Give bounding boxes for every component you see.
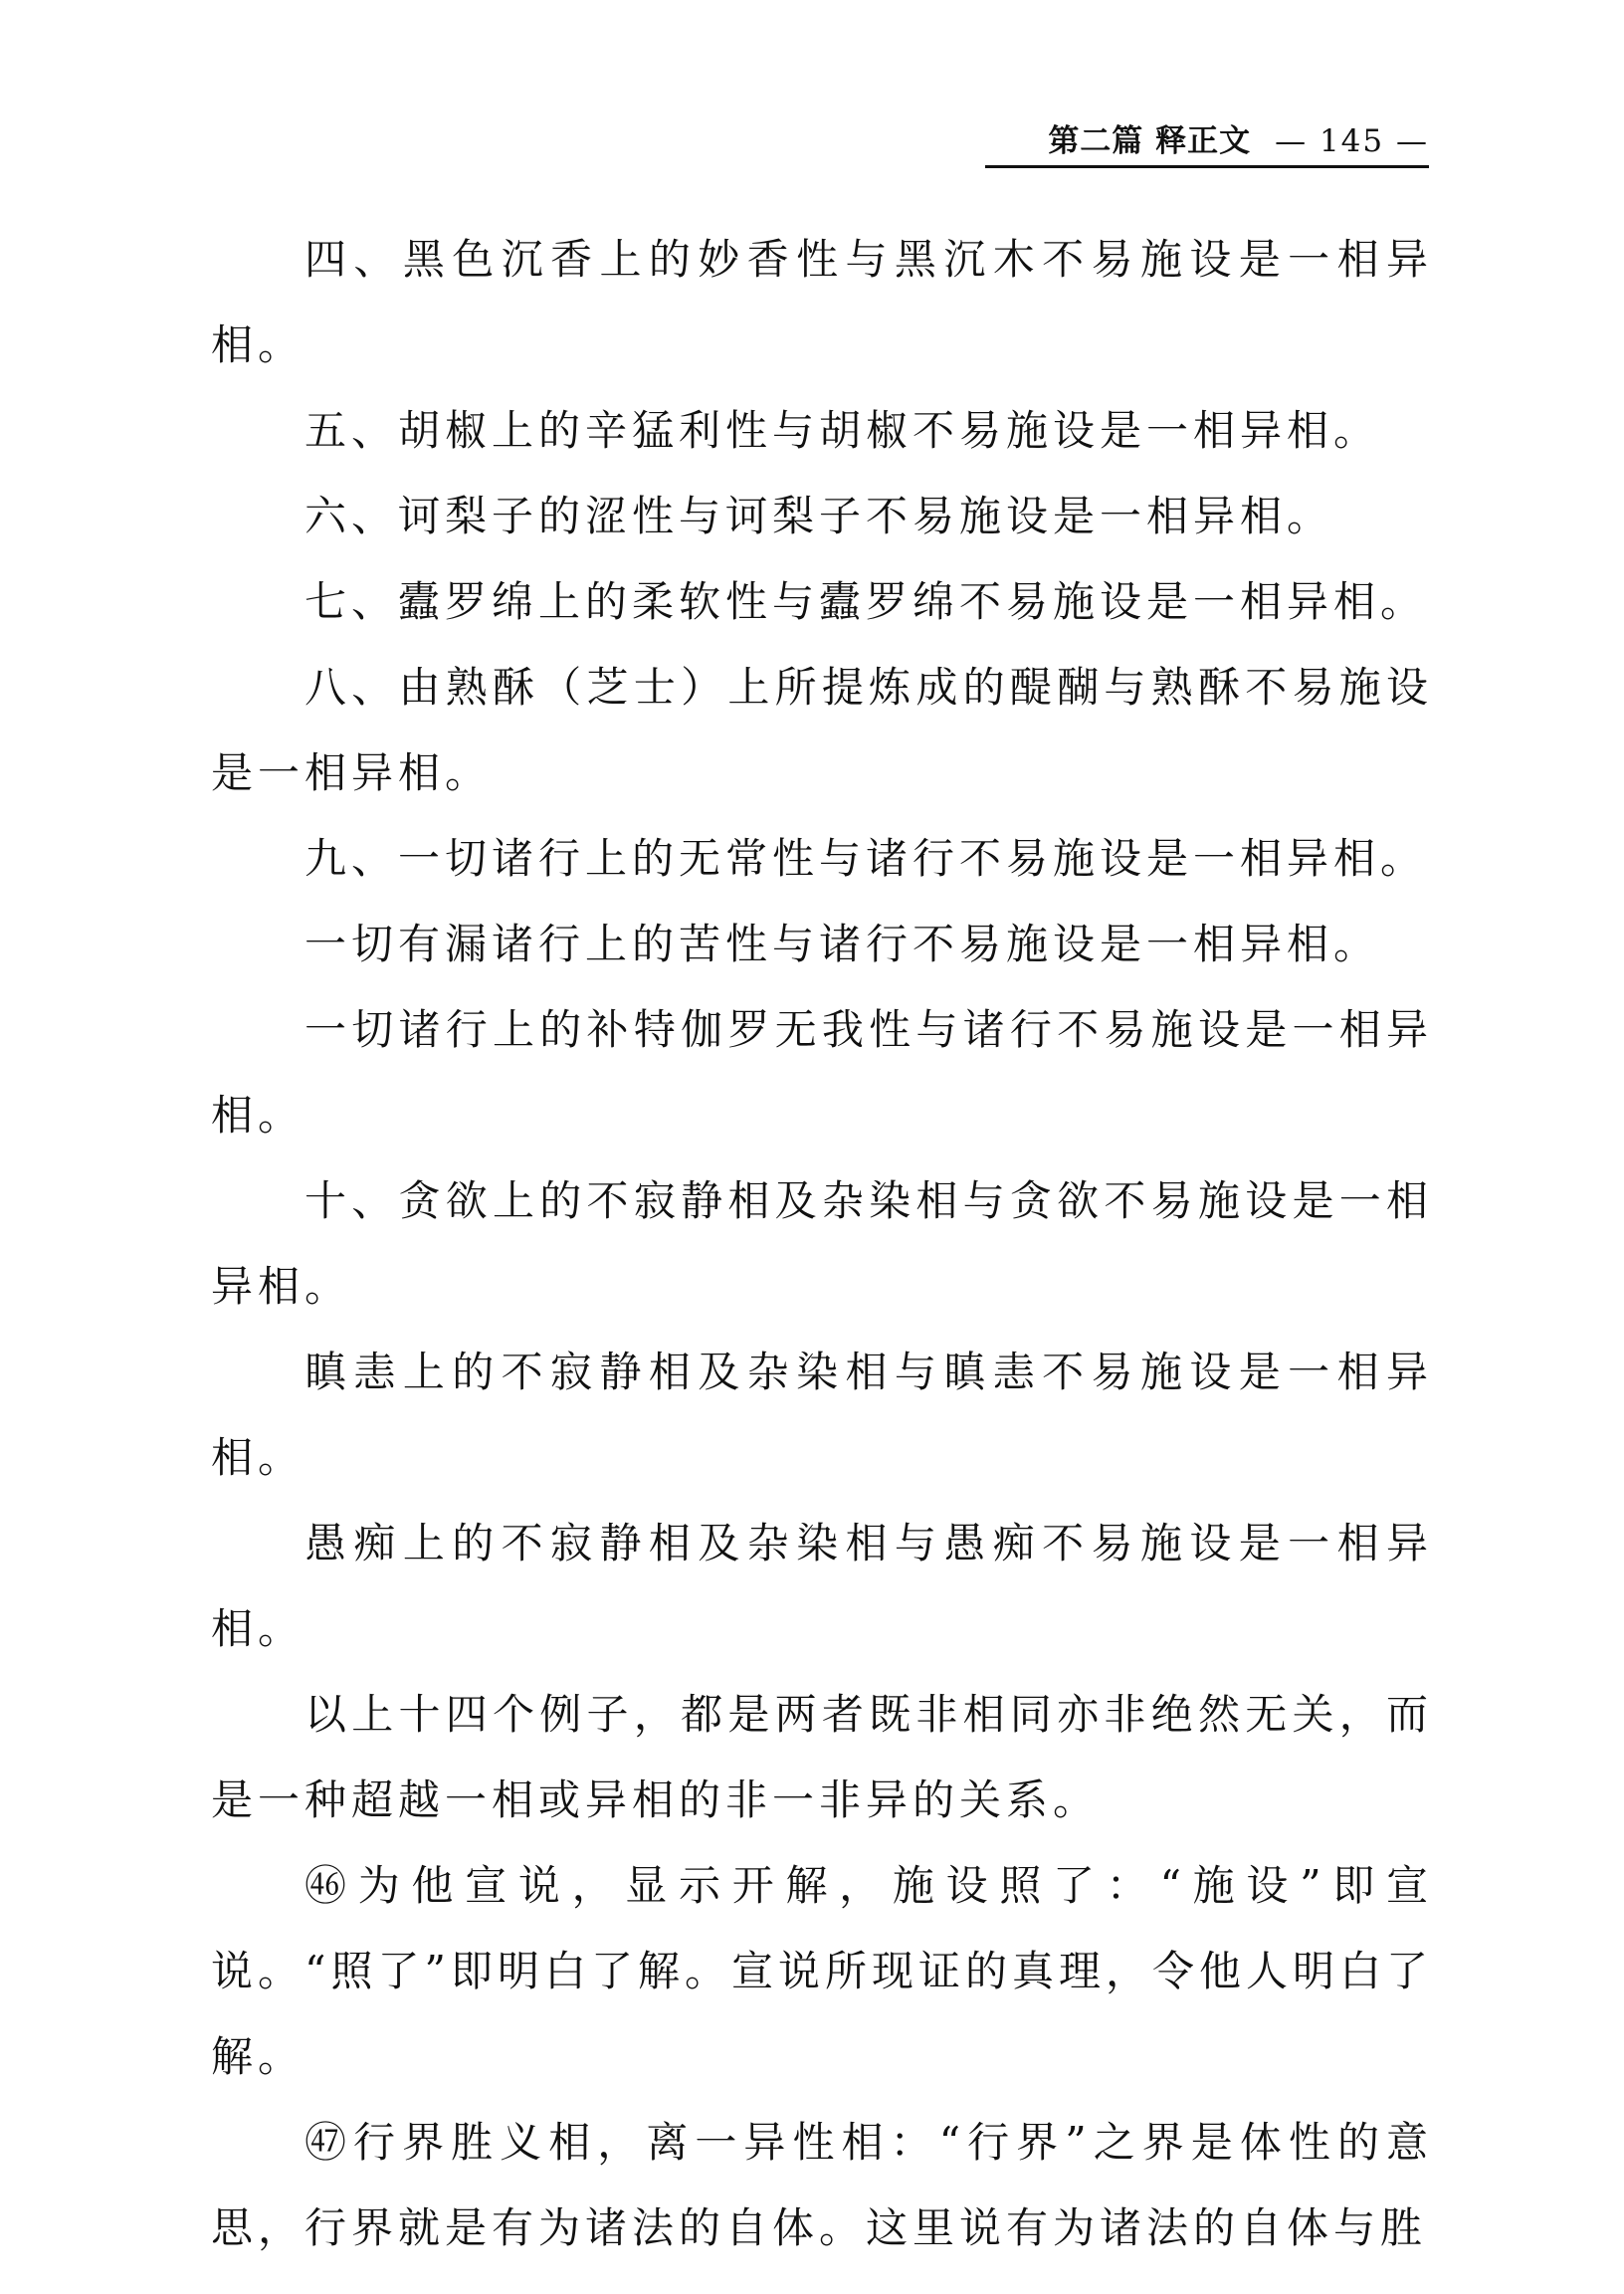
paragraph-summary: 以上十四个例子，都是两者既非相同亦非绝然无关，而是一种超越一相或异相的非一非异的关系。 [211, 1690, 1433, 1824]
paragraph-example-9: 九、一切诸行上的无常性与诸行不易施设是一相异相。 [304, 834, 1428, 883]
paragraph-ignorance: 愚痴上的不寂静相及杂染相与愚痴不易施设是一相异相。 [211, 1519, 1433, 1653]
paragraph-example-7: 七、蠹罗绵上的柔软性与蠹罗绵不易施设是一相异相。 [304, 577, 1428, 626]
body-text [211, 217, 1433, 2271]
paragraph-example-8: 八、由熟酥（芝士）上所提炼成的醍醐与熟酥不易施设是一相异相。 [211, 663, 1433, 797]
paragraph-no-self: 一切诸行上的补特伽罗无我性与诸行不易施设是一相异相。 [211, 1005, 1433, 1140]
page-number: — 145 — [1275, 123, 1429, 159]
paragraph-suffering: 一切有漏诸行上的苦性与诸行不易施设是一相异相。 [304, 920, 1381, 968]
paragraph-example-10: 十、贪欲上的不寂静相及杂染相与贪欲不易施设是一相异相。 [211, 1176, 1433, 1311]
paragraph-example-6: 六、诃梨子的涩性与诃梨子不易施设是一相异相。 [304, 492, 1334, 540]
note-97: ㊼行界胜义相，离一异性相：“行界”之界是体性的意思，行界就是有为诸法的自体。这里说有为诸法的自体与胜 [211, 2118, 1433, 2252]
paragraph-anger: 瞋恚上的不寂静相及杂染相与瞋恚不易施设是一相异相。 [211, 1348, 1433, 1482]
chapter-title: 第二篇 释正文 [1048, 123, 1252, 159]
paragraph-example-5: 五、胡椒上的辛猛利性与胡椒不易施设是一相异相。 [304, 406, 1381, 455]
paragraph-example-4: 四、黑色沉香上的妙香性与黑沉木不易施设是一相异相。 [211, 235, 1433, 369]
note-96: ㊻为他宣说，显示开解，施设照了：“施设”即宣说。“照了”即明白了解。宣说所现证的真理，令他人明白了解。 [211, 1861, 1433, 2081]
running-header [985, 117, 1429, 168]
